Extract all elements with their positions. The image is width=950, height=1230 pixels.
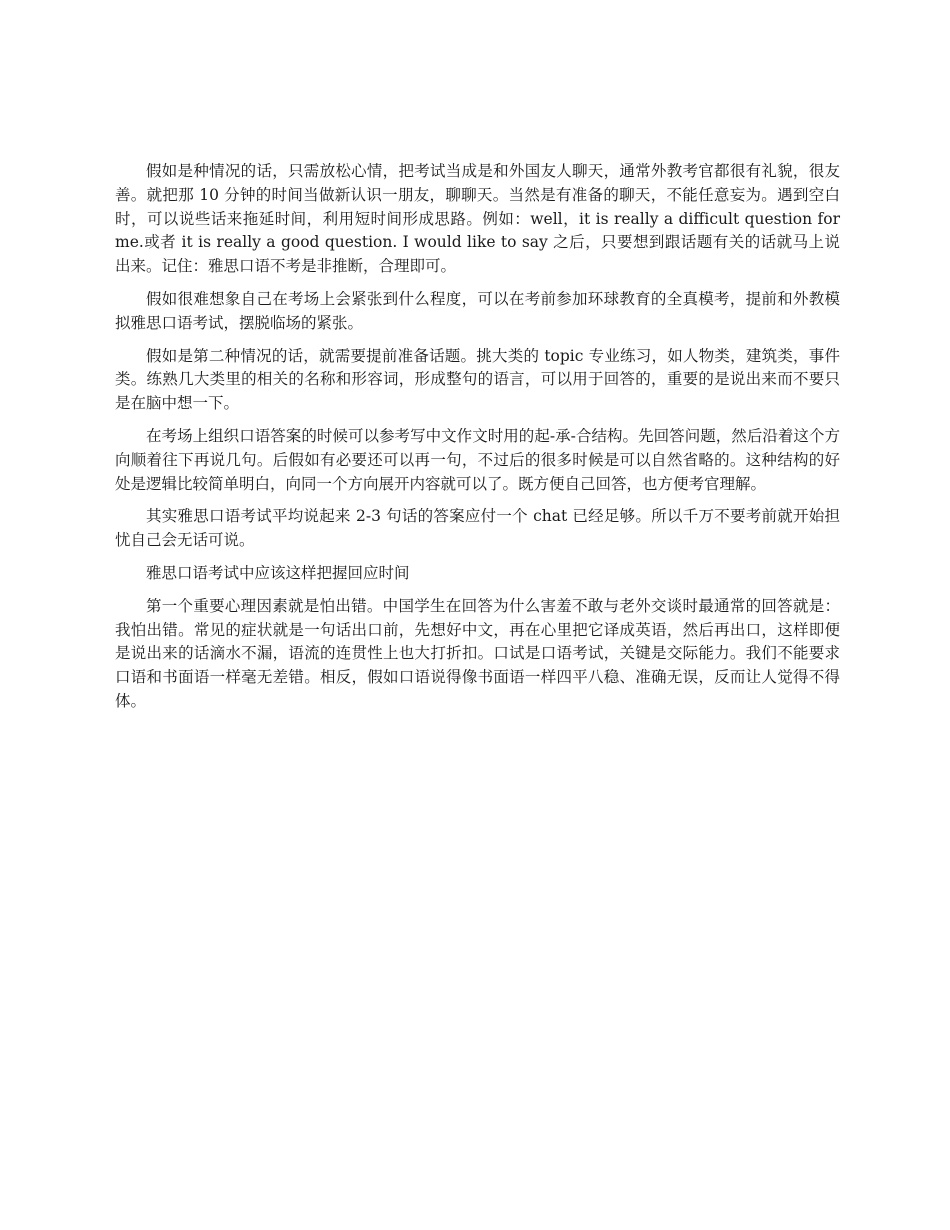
paragraph-2: 假如很难想象自己在考场上会紧张到什么程度，可以在考前参加环球教育的全真模考，提前和外教模拟雅思口语考试，摆脱临场的紧张。 <box>115 289 840 332</box>
paragraph-6: 第一个重要心理因素就是怕出错。中国学生在回答为什么害羞不敢与老外交谈时最通常的回答就是：我怕出错。常见的症状就是一句话出口前，先想好中文，再在心里把它译成英语，然后再出口，这样即便是说出来的话滴水不漏，语流的连贯性上也大打折扣。口试是口语考试，关键是交际能力。我们不能要求口语和书面语一样毫无差错。相反，假如口语说得像书面语一样四平八稳、准确无误，反而让人觉得不得体。 <box>115 596 840 710</box>
paragraph-1: 假如是种情况的话，只需放松心情，把考试当成是和外国友人聊天，通常外教考官都很有礼貌，很友善。就把那 10 分钟的时间当做新认识一朋友，聊聊天。当然是有准备的聊天，不能任意妄为。遇到空白时，可以说些话来拖延时间，利用短时间形成思路。例如：well，it is really a difficult question for me.或者 it is really a good question. I would like to say 之后，只要想到跟话题有关的话就马上说出来。记住：雅思口语不考是非推断，合理即可。 <box>115 162 840 276</box>
paragraph-4: 在考场上组织口语答案的时候可以参考写中文作文时用的起-承-合结构。先回答问题，然后沿着这个方向顺着往下再说几句。后假如有必要还可以再一句，不过后的很多时候是可以自然省略的。这种结构的好处是逻辑比较简单明白，向同一个方向展开内容就可以了。既方便自己回答，也方便考官理解。 <box>115 426 840 493</box>
document-body <box>115 160 840 723</box>
paragraph-5: 其实雅思口语考试平均说起来 2-3 句话的答案应付一个 chat 已经足够。所以千万不要考前就开始担忧自己会无话可说。 <box>115 507 840 550</box>
paragraph-3: 假如是第二种情况的话，就需要提前准备话题。挑大类的 topic 专业练习，如人物类，建筑类，事件类。练熟几大类里的相关的名称和形容词，形成整句的语言，可以用于回答的，重要的是说出来而不要只是在脑中想一下。 <box>115 346 840 413</box>
section-heading: 雅思口语考试中应该这样把握回应时间 <box>146 563 410 582</box>
